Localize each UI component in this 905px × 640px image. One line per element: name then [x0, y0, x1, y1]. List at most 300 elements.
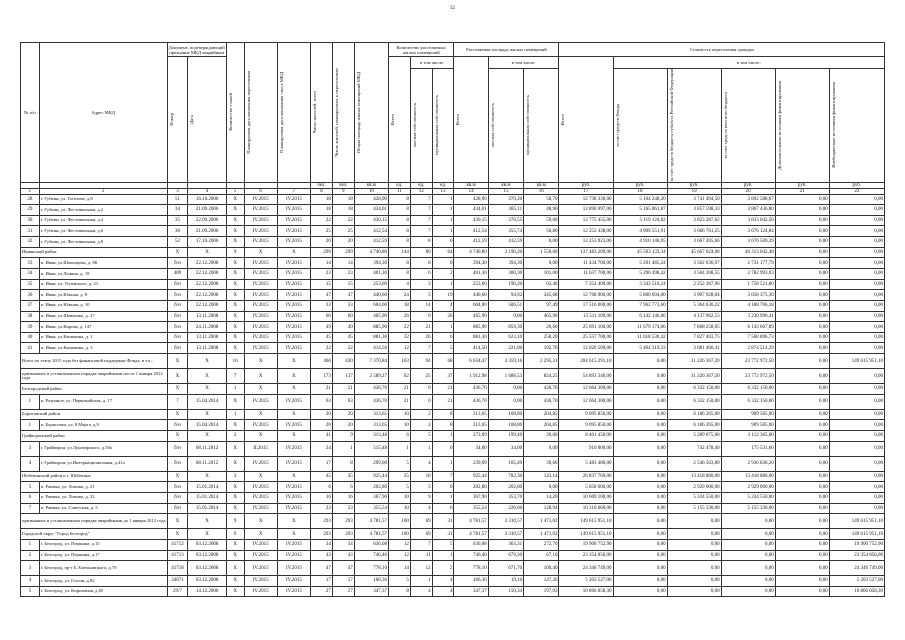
table-cell: 0,00 — [667, 529, 721, 540]
table-cell: 436,70 — [454, 394, 488, 409]
table-cell: б/н — [167, 311, 188, 322]
table-cell: 03.12.2008 — [188, 550, 226, 561]
table-cell: 9 — [332, 431, 354, 442]
table-cell: 0,00 — [721, 561, 775, 576]
table-cell: 7 — [410, 205, 432, 216]
table-cell: 7 — [432, 471, 454, 482]
table-cell: 32 — [21, 237, 40, 248]
table-cell: Х — [167, 471, 188, 482]
total-row — [21, 369, 885, 384]
table-cell: 0,00 — [775, 409, 829, 420]
table-cell: Х — [226, 237, 244, 248]
table-cell: 0,00 — [613, 354, 667, 369]
table-cell: 100 — [388, 529, 410, 540]
column-number-cell: 4 — [188, 188, 226, 194]
table-cell: 436,70 — [524, 394, 559, 409]
table-cell: 12 020 500,00 — [559, 343, 613, 354]
table-cell: Х — [226, 576, 244, 587]
table-cell: 26 — [432, 311, 454, 322]
table-cell: 0 — [410, 384, 432, 395]
table-cell: 5 290 498,42 — [613, 269, 667, 280]
table-cell: 18 — [332, 194, 354, 205]
table-cell: 746,40 — [454, 550, 488, 561]
table-cell: 4 359,16 — [488, 354, 523, 369]
table-cell: 0,00 — [775, 539, 829, 550]
table-cell: Х — [188, 471, 226, 482]
unit-cell: руб. — [721, 182, 775, 188]
column-number-cell: 22 — [829, 188, 884, 194]
table-cell: 8 — [432, 420, 454, 431]
table-cell: IV.2015 — [244, 226, 277, 237]
table-cell: Х — [226, 322, 244, 333]
table-cell: 24 — [388, 290, 410, 301]
table-cell: 14 — [332, 258, 354, 269]
table-row — [21, 394, 885, 409]
table-cell: 5 — [21, 586, 40, 597]
table-row — [21, 269, 885, 280]
table-cell: 1 — [432, 215, 454, 226]
table-cell: 0,00 — [775, 205, 829, 216]
header-storeys: Количество этажей — [226, 43, 244, 183]
table-cell: Х — [226, 300, 244, 311]
table-cell: 8 — [388, 194, 410, 205]
table-cell: 5 — [388, 576, 410, 587]
table-cell: 0,00 — [829, 226, 884, 237]
table-cell: 34 — [311, 539, 333, 550]
table-cell: 17.10.2006 — [188, 237, 226, 248]
table-cell: 24.11.2008 — [188, 322, 226, 333]
table-cell: 0,00 — [829, 394, 884, 409]
table-row — [21, 279, 885, 290]
header-area-incl: в том числе: — [488, 57, 559, 69]
table-cell: 0,00 — [829, 456, 884, 471]
table-cell: 58,70 — [524, 194, 559, 205]
table-cell: 150,34 — [488, 586, 523, 597]
table-cell: IV.2015 — [277, 482, 310, 493]
table-cell: 45 — [332, 332, 354, 343]
table-cell: 18 — [410, 471, 432, 482]
table-cell: 3 058 375,30 — [721, 290, 775, 301]
table-cell: 272,70 — [524, 539, 559, 550]
table-cell: 436,70 — [524, 384, 559, 395]
unit-cell: ед. — [388, 182, 410, 188]
table-cell: г. Губкин, ул. Фестивальная, д.4 — [39, 215, 167, 226]
table-cell: б/н — [167, 290, 188, 301]
table-cell: 30 — [21, 215, 40, 226]
table-cell: Х — [277, 354, 310, 369]
table-cell: п. Ржевка, ул. Ломова, д. 21 — [39, 482, 167, 493]
table-cell: 636,08 — [454, 539, 488, 550]
table-cell: 1 — [410, 576, 432, 587]
table-cell: 671,70 — [488, 561, 523, 576]
table-cell: 7 — [410, 539, 432, 550]
header-doc-number: Номер — [167, 57, 188, 183]
table-cell: 69 — [410, 529, 432, 540]
table-cell: 202,80 — [354, 482, 388, 493]
table-cell: IV.2015 — [244, 332, 277, 343]
unit-cell: кв.м — [488, 182, 523, 188]
table-cell: 03.12.2008 — [188, 576, 226, 587]
table-cell: 313,65 — [454, 420, 488, 431]
table-cell: 34,00 — [454, 441, 488, 456]
table-cell: 94,92 — [488, 290, 523, 301]
table-cell: 1 — [432, 226, 454, 237]
table-cell: 8 — [388, 226, 410, 237]
table-cell: Х — [226, 343, 244, 354]
table-cell: 12 768 000,00 — [559, 290, 613, 301]
table-cell: 6 — [21, 492, 40, 503]
unit-cell: ед. — [410, 182, 432, 188]
table-cell: 204,85 — [524, 409, 559, 420]
table-cell: 273,09 — [454, 431, 488, 442]
table-row — [21, 576, 885, 587]
table-cell: 60 — [332, 311, 354, 322]
table-cell: 33 — [21, 258, 40, 269]
table-cell: 15.04.2014 — [188, 420, 226, 431]
table-cell: 5 — [432, 539, 454, 550]
table-cell: 0,00 — [775, 237, 829, 248]
table-row — [21, 300, 885, 311]
table-cell: IV.2015 — [277, 539, 310, 550]
table-cell: 63 — [311, 394, 333, 409]
table-cell: 8 — [410, 258, 432, 269]
table-cell: 2 — [410, 420, 432, 431]
table-cell: 2 936 836,20 — [721, 456, 775, 471]
table-cell: 15.01.2014 — [188, 482, 226, 493]
table-cell: 412,54 — [454, 226, 488, 237]
header-cost-subject: за счет средств бюджета субъекта Российской Федерации — [667, 69, 721, 183]
section-row — [21, 384, 885, 395]
table-cell: Х — [226, 456, 244, 471]
column-number-cell: 19 — [667, 188, 721, 194]
table-cell: 165,49 — [488, 456, 523, 471]
table-cell: 24 346 749,00 — [829, 561, 884, 576]
table-cell: 46 313 042,48 — [721, 247, 775, 258]
table-cell: 10 866 058,30 — [559, 586, 613, 597]
table-cell: 16.10.2006 — [188, 194, 226, 205]
table-cell: 428,90 — [354, 194, 388, 205]
table-cell: 12 252 438,00 — [559, 226, 613, 237]
table-cell: 2 — [432, 269, 454, 280]
table-cell: Х — [244, 369, 277, 384]
table-cell: 2 589,27 — [354, 369, 388, 384]
table-cell: 14 — [388, 561, 410, 576]
table-cell: п. Ивня, ул.Южная, д. 10 — [39, 300, 167, 311]
table-cell: IV.2015 — [244, 237, 277, 248]
table-cell: 434,01 — [454, 205, 488, 216]
table-cell: Х — [188, 384, 226, 395]
table-cell: 313,48 — [354, 431, 388, 442]
column-number-cell: 9 — [332, 188, 354, 194]
table-cell: 465,90 — [524, 311, 559, 322]
table-cell: 3 857 598,33 — [667, 205, 721, 216]
unit-cell: руб. — [667, 182, 721, 188]
table-cell: 0,00 — [829, 503, 884, 514]
table-cell: 202,80 — [488, 482, 523, 493]
table-cell: 6 — [388, 431, 410, 442]
table-cell: IV.2015 — [244, 290, 277, 301]
table-cell: 20 — [332, 237, 354, 248]
table-cell: 1 — [432, 194, 454, 205]
table-cell: 0,00 — [775, 279, 829, 290]
table-cell: 221,80 — [488, 343, 523, 354]
table-cell: 3 892 588,67 — [721, 194, 775, 205]
table-cell: 22.12.2008 — [188, 279, 226, 290]
table-cell: 5 464 319,33 — [613, 343, 667, 354]
table-cell: 293 — [311, 514, 333, 529]
table-cell: 21 — [432, 394, 454, 409]
table-cell: 7 — [167, 394, 188, 409]
table-cell: Х — [244, 409, 277, 420]
table-cell: IV.2015 — [277, 226, 310, 237]
column-number-cell: 5 — [226, 188, 244, 194]
table-cell: 0,00 — [775, 384, 829, 395]
table-cell: 26 837 760,00 — [559, 471, 613, 482]
table-cell: 8 — [388, 205, 410, 216]
table-cell: 14 — [311, 258, 333, 269]
table-cell: 21 — [311, 384, 333, 395]
section-row — [21, 409, 885, 420]
table-cell: 0,00 — [775, 586, 829, 597]
table-cell: 19 900 752,90 — [559, 539, 613, 550]
table-cell: 5 364 636,22 — [667, 300, 721, 311]
table-cell: 5 — [388, 482, 410, 493]
table-cell: 0,00 — [775, 215, 829, 226]
table-cell: 15.01.2014 — [188, 492, 226, 503]
table-cell: 10 669 100,00 — [559, 492, 613, 503]
table-cell: IV.2015 — [244, 539, 277, 550]
table-cell: 1 — [410, 441, 432, 456]
table-cell: 11 618 530,42 — [613, 332, 667, 343]
table-cell: 23 354 856,00 — [559, 550, 613, 561]
table-cell: 149 615 951,10 — [559, 529, 613, 540]
section-label: Ивнянский район — [21, 247, 168, 258]
table-row — [21, 215, 885, 226]
table-cell: 0,00 — [524, 258, 559, 269]
table-cell: 299 — [311, 247, 333, 258]
header-area-group: Расселяемая площадь жилых помещений — [454, 43, 559, 57]
table-cell: 3 — [226, 471, 244, 482]
table-cell: 17 — [332, 576, 354, 587]
table-cell: 23 — [332, 269, 354, 280]
table-cell: 0,00 — [829, 290, 884, 301]
table-cell: 106,40 — [524, 561, 559, 576]
table-cell: г. Губкин, ул. Фестивальная, д.6 — [39, 226, 167, 237]
table-cell: Х — [167, 354, 188, 369]
table-cell: IV.2015 — [277, 322, 310, 333]
table-row — [21, 343, 885, 354]
table-cell: 12 890 097,00 — [559, 205, 613, 216]
table-cell: 0,00 — [775, 258, 829, 269]
table-cell: 41 — [21, 343, 40, 354]
table-cell: 623,10 — [488, 332, 523, 343]
table-cell: 34,00 — [488, 441, 523, 456]
table-cell: 12 — [388, 539, 410, 550]
table-cell: 17 — [311, 456, 333, 471]
column-number-cell: 21 — [775, 188, 829, 194]
table-cell: 6 332 150,00 — [721, 394, 775, 409]
table-cell: 18 — [332, 205, 354, 216]
table-cell: 1 688,53 — [488, 369, 523, 384]
table-cell: 1 — [226, 409, 244, 420]
table-cell: Х — [167, 529, 188, 540]
table-cell: IV.2015 — [277, 205, 310, 216]
table-cell: 8 — [388, 586, 410, 597]
table-cell: 7 — [410, 343, 432, 354]
table-cell: 147,20 — [524, 576, 559, 587]
table-cell: 10 — [388, 503, 410, 514]
total-row — [21, 354, 885, 369]
table-cell: Х — [188, 409, 226, 420]
table-row — [21, 205, 885, 216]
table-cell: 31 — [432, 514, 454, 529]
table-cell: 2 874 514,29 — [721, 343, 775, 354]
table-cell: 21 — [432, 384, 454, 395]
header-area-municipal: муниципальная собственность — [524, 69, 559, 183]
table-cell: п. Борисовка, ул. 8 Марта, д.9 — [39, 420, 167, 431]
table-cell: 0,00 — [775, 332, 829, 343]
table-cell: IV.2015 — [277, 586, 310, 597]
column-number-cell: 18 — [613, 188, 667, 194]
table-row — [21, 492, 885, 503]
table-cell: 370,55 — [488, 215, 523, 226]
table-cell: 21.09.2006 — [188, 205, 226, 216]
table-cell: 39,60 — [524, 431, 559, 442]
table-cell: 0,00 — [829, 441, 884, 456]
table-cell: 59,60 — [524, 215, 559, 226]
table-cell: 0,00 — [775, 343, 829, 354]
table-cell: 63,40 — [524, 279, 559, 290]
table-cell: Х — [226, 482, 244, 493]
table-cell: 41712 — [167, 539, 188, 550]
table-cell: 0,00 — [524, 482, 559, 493]
table-cell: 0,00 — [775, 471, 829, 482]
table-cell: 149 615 951,10 — [829, 354, 884, 369]
table-cell: Х — [244, 431, 277, 442]
table-cell: 4 781,57 — [354, 529, 388, 540]
table-cell: п. Ивня, ул.Шаховцова, д. 88 — [39, 258, 167, 269]
table-cell: 1 — [432, 456, 454, 471]
table-cell: 12 664 300,00 — [559, 384, 613, 395]
table-cell: IV.2015 — [277, 215, 310, 226]
table-cell: 293 — [332, 514, 354, 529]
header-area-private: частная собственность — [488, 69, 523, 183]
header-cost-fund: за счет средств Фонда — [613, 69, 667, 183]
table-cell: 17 — [311, 576, 333, 587]
table-cell: IV.2015 — [244, 343, 277, 354]
table-cell: 401,30 — [454, 269, 488, 280]
table-cell: б/н — [167, 300, 188, 311]
table-cell: 64 — [432, 247, 454, 258]
table-cell: 394,30 — [454, 258, 488, 269]
table-cell: 3 502 036,97 — [667, 258, 721, 269]
table-cell: 6 186 265,00 — [667, 409, 721, 420]
table-cell: 436,70 — [454, 384, 488, 395]
table-cell: Х — [226, 492, 244, 503]
table-cell: 2 — [226, 431, 244, 442]
table-cell: 45 503 133,34 — [613, 247, 667, 258]
table-row — [21, 194, 885, 205]
table-cell: 3 343 510,24 — [613, 279, 667, 290]
table-cell: 5 — [410, 431, 432, 442]
table-cell: 0,00 — [829, 194, 884, 205]
table-cell: 430 — [332, 354, 354, 369]
table-cell: 22 — [332, 343, 354, 354]
table-cell: 27 — [311, 586, 333, 597]
table-cell: 12 738 330,00 — [559, 194, 613, 205]
column-number-cell: 3 — [167, 188, 188, 194]
table-row — [21, 561, 885, 576]
table-cell: IV.2015 — [244, 503, 277, 514]
table-cell: 3 — [21, 561, 40, 576]
table-cell: 166,30 — [454, 576, 488, 587]
header-residents-to-resettle: Число жителей, планируемых к переселению — [332, 43, 354, 183]
table-cell: Х — [226, 332, 244, 343]
table-cell: IV.2015 — [244, 482, 277, 493]
table-cell: Х — [277, 247, 310, 258]
table-cell: 26 — [410, 332, 432, 343]
table-cell: 19 — [432, 290, 454, 301]
table-cell: 48,90 — [524, 205, 559, 216]
table-cell: 313,65 — [454, 409, 488, 420]
header-address: Адрес МКД — [39, 43, 167, 183]
table-cell: 22.12.2008 — [188, 269, 226, 280]
table-cell: 885,90 — [454, 322, 488, 333]
table-cell: 143,14 — [524, 471, 559, 482]
table-cell: 0,00 — [775, 492, 829, 503]
table-cell: 258,20 — [524, 332, 559, 343]
table-cell: 34 — [332, 539, 354, 550]
table-cell: б/н — [167, 332, 188, 343]
table-cell: 25 557 700,00 — [559, 332, 613, 343]
table-cell: 21 — [332, 384, 354, 395]
table-cell: 173 — [311, 369, 333, 384]
table-cell: 1 — [432, 550, 454, 561]
table-cell: 0,00 — [775, 441, 829, 456]
resettlement-table — [20, 42, 885, 597]
table-cell: 24 — [311, 441, 333, 456]
table-cell: 23 354 856,00 — [829, 550, 884, 561]
column-number-cell: 12 — [410, 188, 432, 194]
table-cell: 17 516 000,00 — [559, 300, 613, 311]
table-cell: 7 — [410, 226, 432, 237]
table-cell: 19,10 — [488, 576, 523, 587]
table-cell: IV.2015 — [244, 550, 277, 561]
table-cell: 0,00 — [721, 529, 775, 540]
table-cell: 21 — [410, 322, 432, 333]
table-cell: 54 893 340,00 — [559, 369, 613, 384]
table-cell: 4 910 146,95 — [613, 237, 667, 248]
total-row — [21, 514, 885, 529]
table-cell: 3 681 466,41 — [667, 343, 721, 354]
table-cell: 0,00 — [613, 394, 667, 409]
table-cell: 3 907 928,04 — [667, 290, 721, 301]
section-row — [21, 431, 885, 442]
table-cell: 13 418 880,00 — [667, 471, 721, 482]
table-cell: 0,00 — [829, 343, 884, 354]
column-number-cell: 14 — [454, 188, 488, 194]
table-cell: г. Белгород, ул. Першина, д.15 — [39, 539, 167, 550]
table-cell: Х — [226, 215, 244, 226]
table-cell: Х — [226, 258, 244, 269]
table-cell: б/н — [167, 492, 188, 503]
table-cell: 03.12.2008 — [188, 561, 226, 576]
table-cell: 4 781,57 — [454, 514, 488, 529]
table-cell: 7 — [410, 215, 432, 226]
table-cell: 412,54 — [354, 226, 388, 237]
table-cell: 3 190,20 — [488, 247, 523, 258]
table-cell: IV.2015 — [277, 258, 310, 269]
